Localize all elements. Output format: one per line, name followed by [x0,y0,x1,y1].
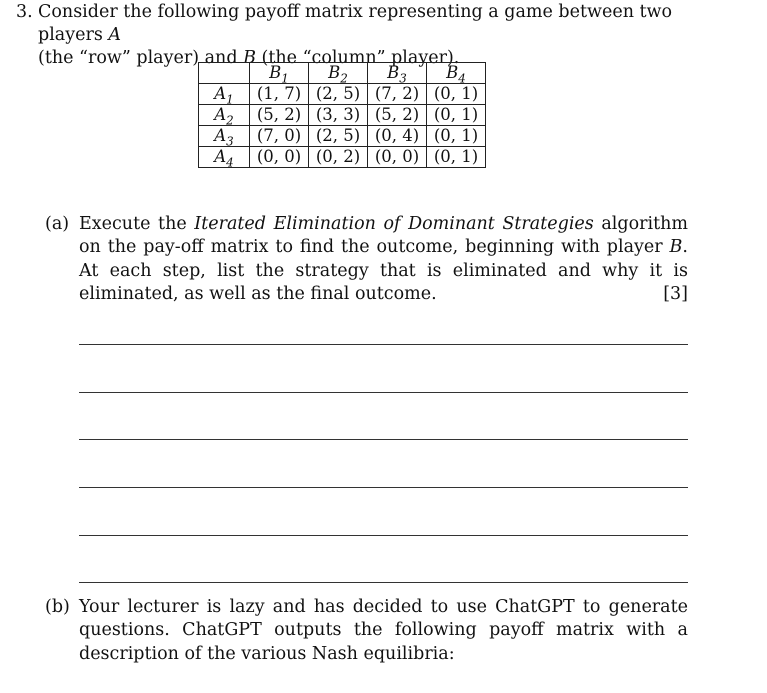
answer-line[interactable] [79,344,688,345]
player-b-symbol: B [243,48,256,68]
answer-line[interactable] [79,439,688,440]
question-number: 3. [16,2,33,22]
answer-line[interactable] [79,535,688,536]
part-a [45,213,688,308]
part-a-marks: [3] [663,284,688,304]
row-header-a3: $A_3$ [199,126,250,147]
payoff-cell: (3, 3) [309,105,368,126]
col-header-b3: $B_3$ [368,63,427,84]
payoff-matrix [198,62,486,168]
answer-line[interactable] [79,487,688,488]
col-header-b2: $B_2$ [309,63,368,84]
payoff-cell: (0, 0) [368,147,427,168]
matrix-row-a3 [199,126,486,147]
payoff-cell: (2, 5) [309,126,368,147]
payoff-cell: (5, 2) [368,105,427,126]
matrix-header-row [199,63,486,84]
payoff-cell: (0, 1) [427,126,486,147]
part-a-label: (a) [45,214,70,234]
matrix-row-a4 [199,147,486,168]
payoff-cell: (0, 2) [309,147,368,168]
payoff-cell: (0, 1) [427,147,486,168]
part-b-label: (b) [45,597,70,617]
payoff-cell: (0, 1) [427,105,486,126]
col-header-b4: $B_4$ [427,63,486,84]
row-header-a1: $A_1$ [199,84,250,105]
payoff-cell: (7, 0) [250,126,309,147]
payoff-cell: (0, 4) [368,126,427,147]
part-b-text: Your lecturer is lazy and has decided to use ChatGPT to generate questions. ChatGPT outputs the following payoff matrix with a description of the various Nash equilibria: [79,597,688,664]
payoff-cell: (0, 0) [250,147,309,168]
answer-line[interactable] [79,392,688,393]
row-header-a4: $A_4$ [199,147,250,168]
part-a-text: Execute the Iterated Elimination of Dominant Strategies algorithm on the pay-off matrix to find the outcome, beginning with player B. At each step, list the strategy that is eliminated and why it is eliminated, as well as the final outcome. [79,214,688,304]
question-intro: Consider the following payoff matrix representing a game between two players A (the “row” player) and B (the “column” player). [38,2,673,68]
payoff-cell: (7, 2) [368,84,427,105]
col-header-b1: $B_1$ [250,63,309,84]
payoff-cell: (5, 2) [250,105,309,126]
payoff-cell: (1, 7) [250,84,309,105]
payoff-cell: (0, 1) [427,84,486,105]
payoff-cell: (2, 5) [309,84,368,105]
matrix-row-a2 [199,105,486,126]
player-a-symbol: A [108,25,122,45]
answer-line[interactable] [79,582,688,583]
row-header-a2: $A_2$ [199,105,250,126]
matrix-row-a1 [199,84,486,105]
part-b [45,596,688,668]
matrix-corner [199,63,250,84]
